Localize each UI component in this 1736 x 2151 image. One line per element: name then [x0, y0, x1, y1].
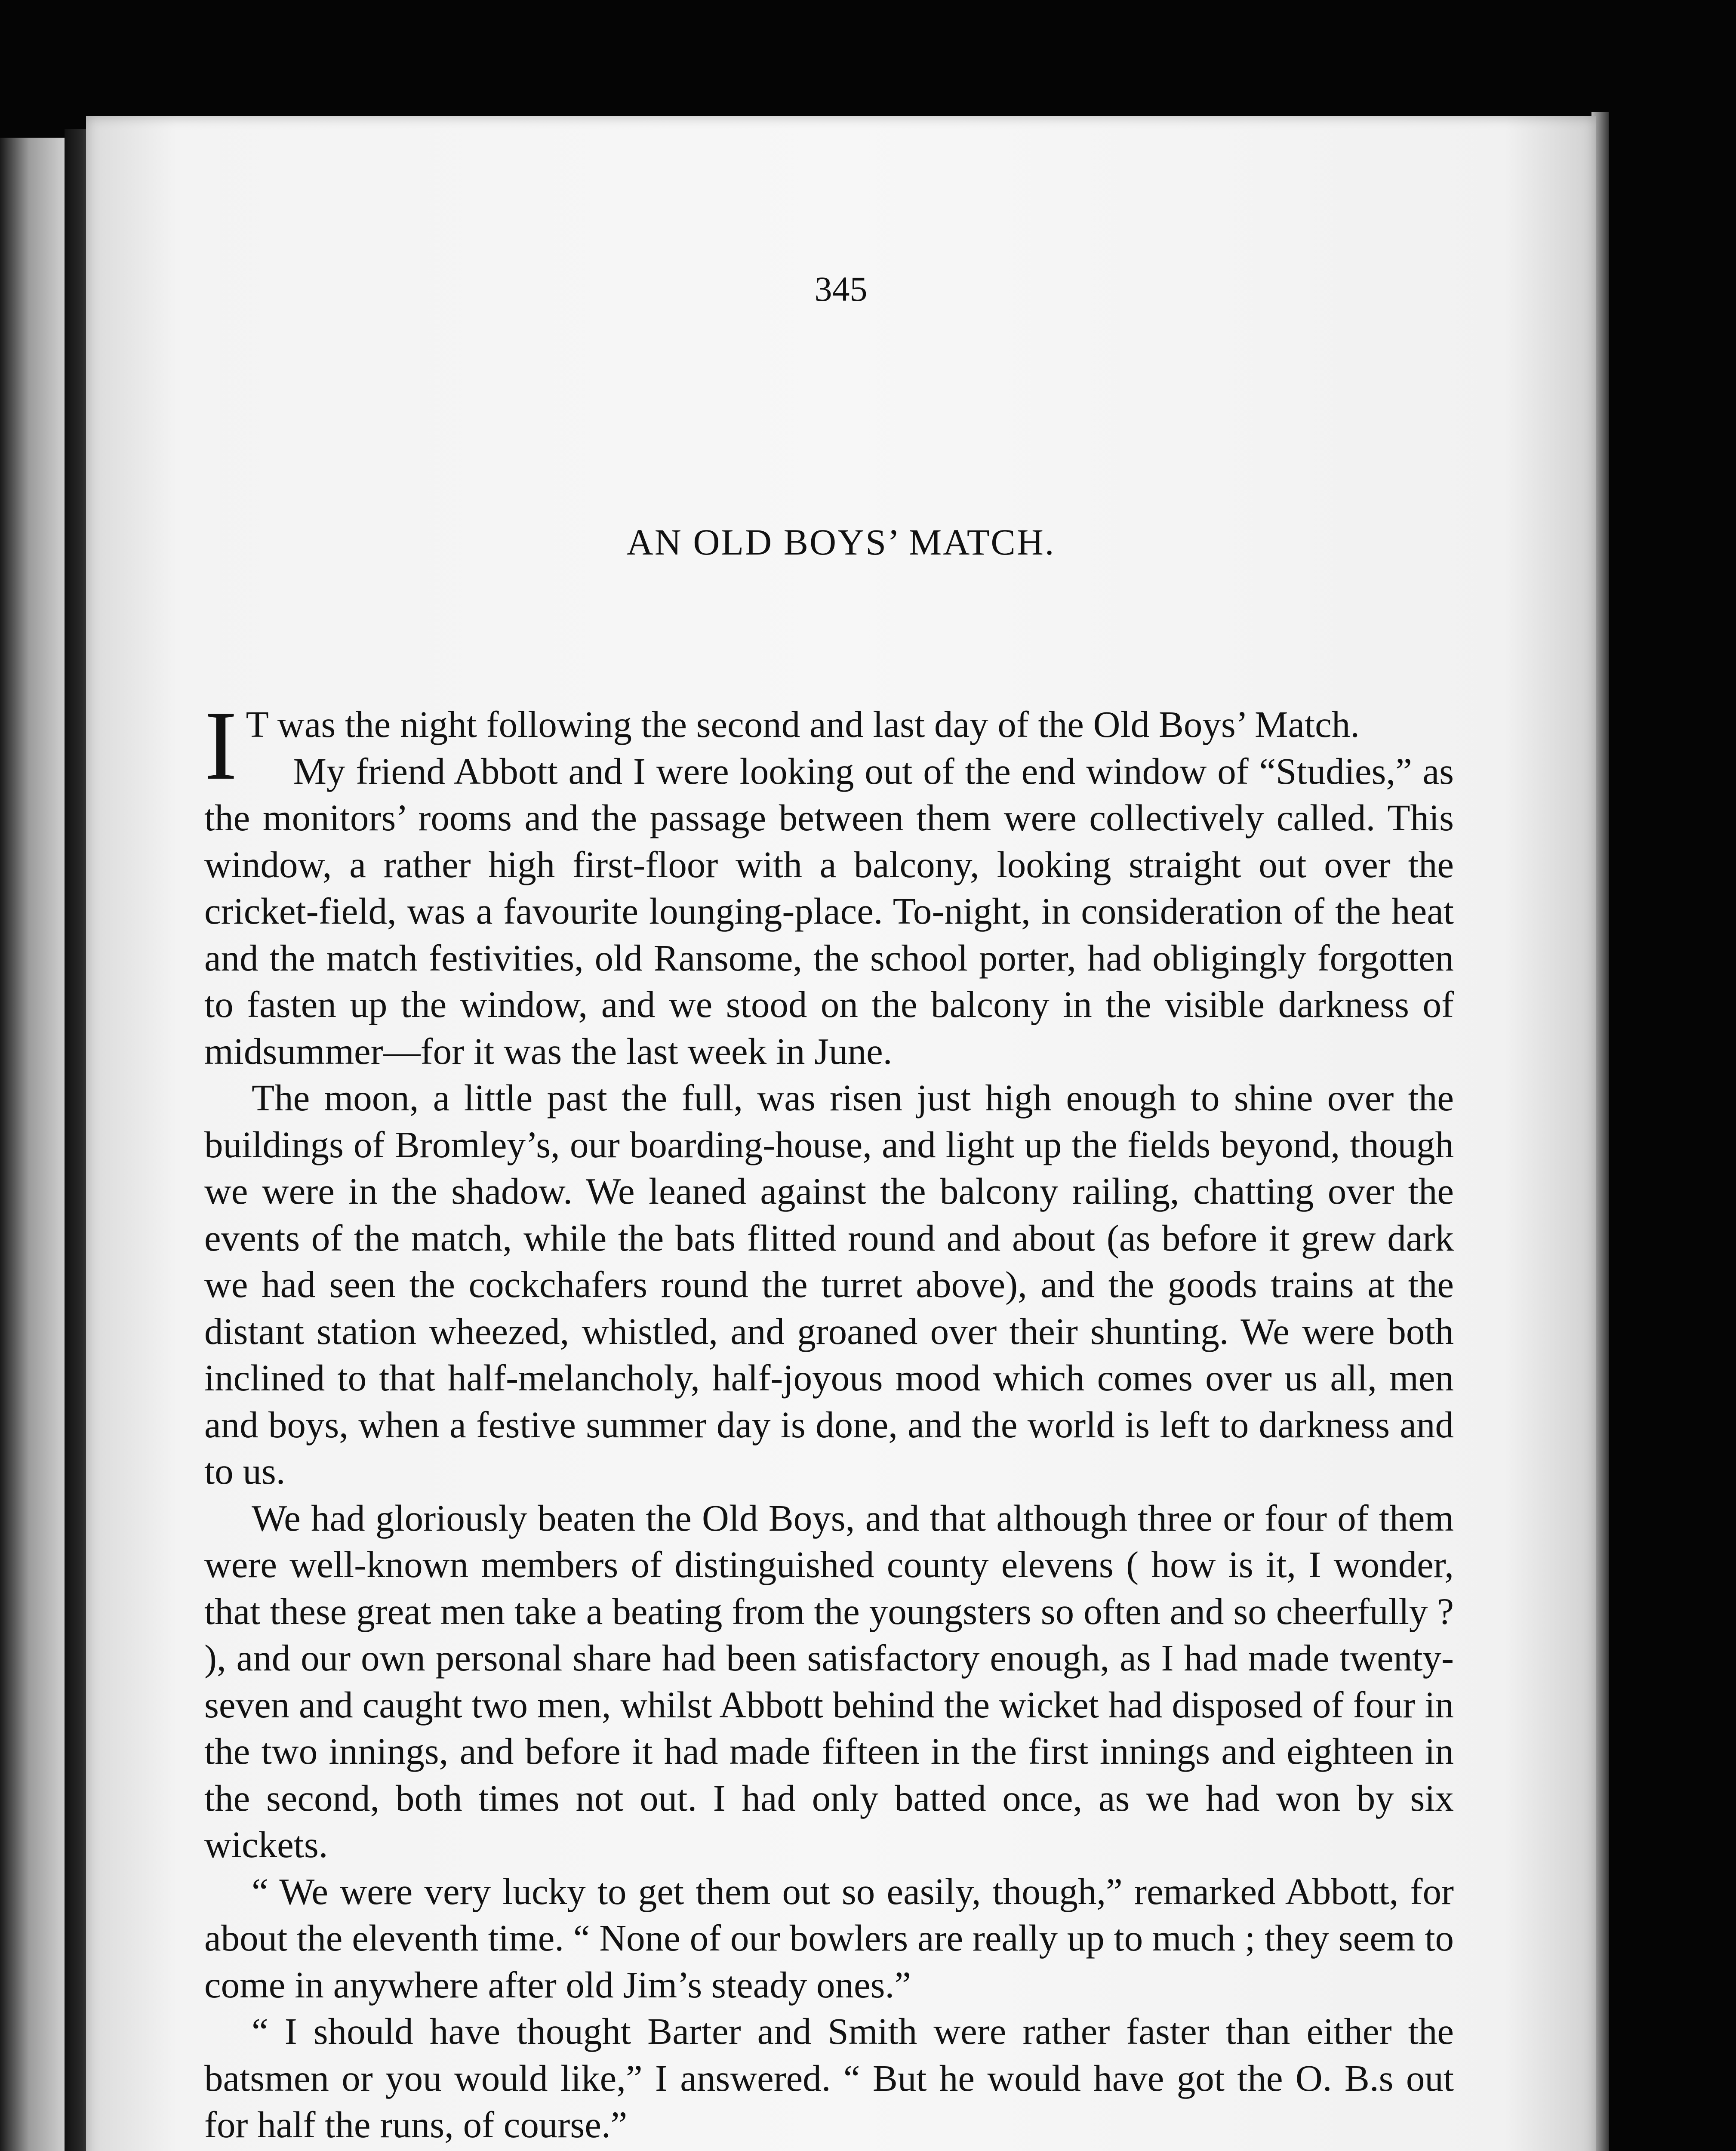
- body-text: [204, 690, 1454, 2151]
- drop-cap: I: [204, 690, 237, 800]
- paragraph-opening: [204, 690, 1454, 800]
- left-page-edge: [0, 138, 65, 2151]
- book-page: [86, 116, 1596, 2151]
- paragraph-7: [204, 2148, 1454, 2151]
- page-number: 345: [814, 269, 868, 308]
- chapter-title: AN OLD BOYS’ MATCH.: [626, 521, 1056, 563]
- paragraph-4: We had gloriously beaten the Old Boys, and that although three or four of them were well-known members of distinguished county elevens ( how is it, I wonder, that these great men take a beating from the youngsters so often and so cheerfully ? ), and our own personal share had been satisfactory enough, as I had made twenty-seven and caught two men, whilst Abbott behind the wicket had disposed of four in the two innings, and before it had made fifteen in the first innings and eighteen in the second, both times not out. I had only batted once, as we had won by six wickets.: [204, 1497, 1454, 1865]
- paragraph-6: “ I should have thought Barter and Smith were rather faster than either the batsmen or you would like,” I answered. “ But he would have got the O. B.s out for half the runs, of course.”: [204, 2010, 1454, 2145]
- paragraph-5: “ We were very lucky to get them out so easily, though,” remarked Abbott, for about the eleventh time. “ None of our bowlers are really up to much ; they seem to come in anywhere after old Jim’s steady ones.”: [204, 1870, 1454, 2006]
- paragraph-3: The moon, a little past the full, was risen just high enough to shine over the buildings of Bromley’s, our boarding-house, and light up the fields beyond, though we were in the shadow. We leaned against the balcony railing, chatting over the events of the match, while the bats flitted round and about (as before it grew dark we had seen the cockchafers round the turret above), and the goods trains at the distant station wheezed, whistled, and groaned over their shunting. We were both inclined to that half-melancholy, half-joyous mood which comes over us all, men and boys, when a festive summer day is done, and the world is left to darkness and to us.: [204, 1077, 1454, 1492]
- paragraph-1-text: T was the night following the second and last day of the Old Boys’ Match.: [246, 703, 1360, 745]
- paragraph-2: My friend Abbott and I were looking out of the end window of “Studies,” as the monitors’ rooms and the passage between them were collectively called. This window, a rather high first-floor with a balcony, looking straight out over the cricket-field, was a favourite lounging-place. To-night, in consideration of the heat and the match festivities, old Ransome, the school porter, had obligingly forgotten to fasten up the window, and we stood on the balcony in the visible darkness of midsummer—for it was the last week in June.: [204, 750, 1454, 1072]
